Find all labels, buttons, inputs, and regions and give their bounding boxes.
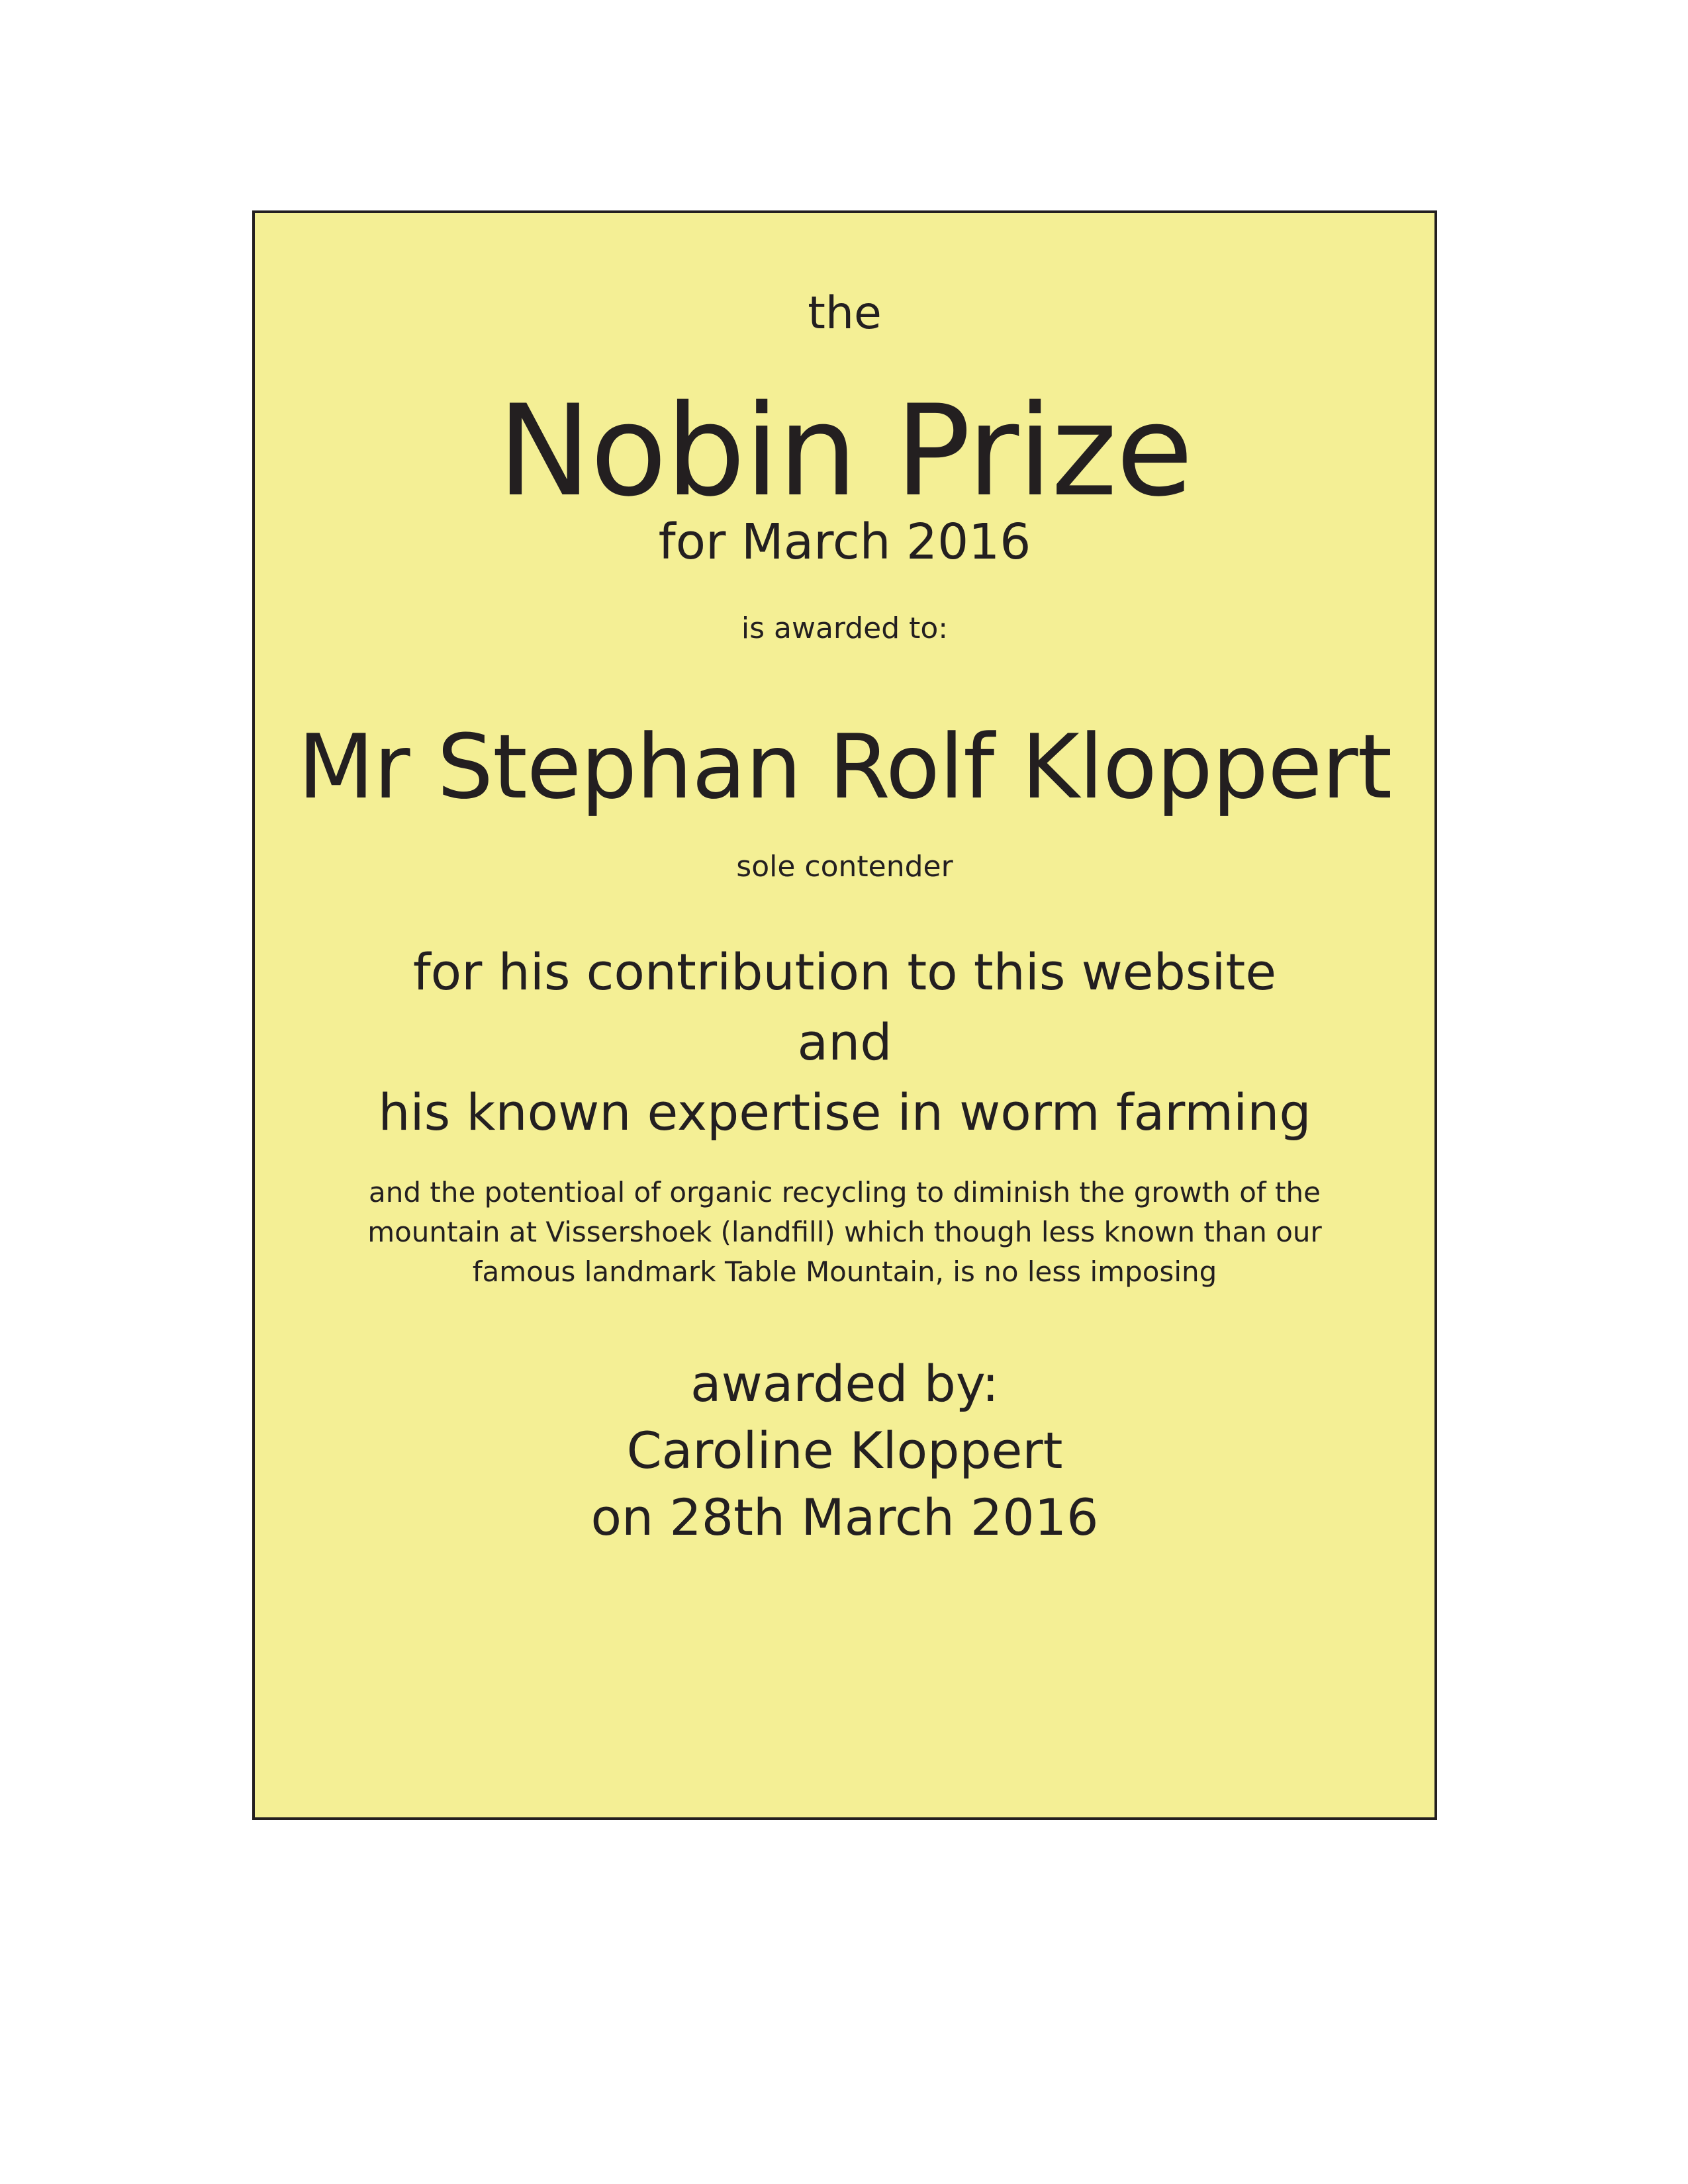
detail-line: famous landmark Table Mountain, is no less imposing	[472, 1255, 1217, 1288]
awarded-to-label: is awarded to:	[741, 612, 949, 645]
recipient-name: Mr Stephan Rolf Kloppert	[297, 715, 1392, 819]
awarder-name: Caroline Kloppert	[626, 1421, 1063, 1480]
reason-line: for his contribution to this website	[412, 942, 1277, 1001]
detail-line: and the potentioal of organic recycling to diminish the growth of the	[369, 1176, 1321, 1208]
awarded-by-block	[255, 1350, 1434, 1551]
detail-line: mountain at Vissershoek (landfill) which though less known than our	[367, 1216, 1322, 1248]
reason-line: his known expertise in worm farming	[378, 1083, 1311, 1142]
awarded-by-label: awarded by:	[690, 1354, 999, 1413]
intro-text: the	[808, 287, 882, 340]
prize-period: for March 2016	[658, 514, 1031, 570]
award-detail	[255, 1173, 1434, 1292]
recipient-note: sole contender	[736, 850, 953, 884]
award-reason	[255, 937, 1434, 1148]
prize-title: Nobin Prize	[497, 378, 1192, 524]
reason-line: and	[797, 1013, 892, 1071]
award-date: on 28th March 2016	[590, 1488, 1099, 1547]
certificate-panel	[252, 210, 1437, 1820]
